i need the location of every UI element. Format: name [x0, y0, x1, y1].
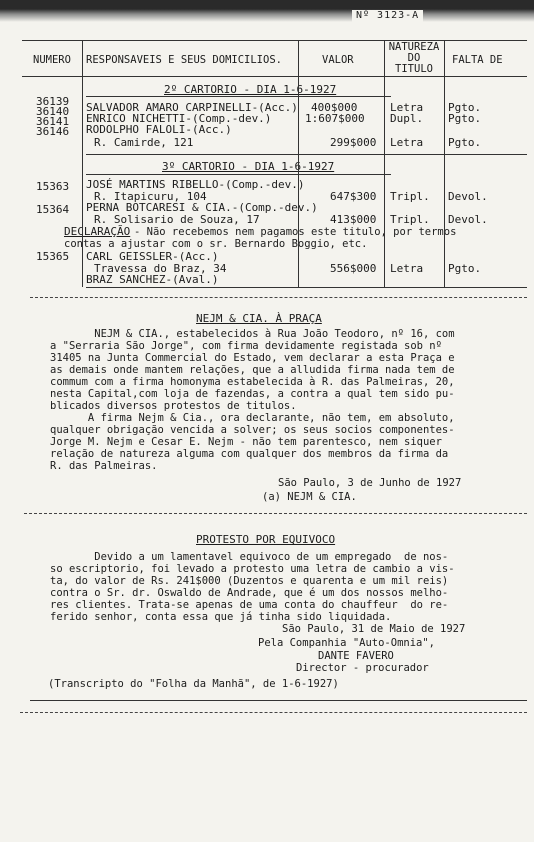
header-top-rule	[22, 40, 527, 41]
declaracao-label: DECLARAÇÃO	[64, 225, 131, 238]
col-line-valor	[298, 40, 299, 287]
s1-row1-falta: Pgto.	[448, 101, 482, 114]
s1-row2-num: 36140	[36, 105, 70, 118]
s1-row1-num: 36139	[36, 95, 70, 108]
notice2-role: Director - procurador	[296, 662, 429, 674]
s2-row5-num: 15365	[36, 250, 70, 263]
header-responsaveis: RESPONSAVEIS E SEUS DOMICILIOS.	[86, 54, 282, 66]
s2-row1-name: JOSÉ MARTINS RIBELLO-(Comp.-dev.)	[86, 178, 305, 191]
notice2-line-5: res clientes. Trata-se apenas de uma conta do chauffeur do re-	[50, 599, 449, 611]
s1-row3-num: 36141	[36, 115, 70, 128]
notice1-line-2: a "Serraria São Jorge", com firma devidamente registada sob nº	[50, 340, 442, 352]
notice-divider	[24, 513, 527, 514]
notice1-line-7: blicados diversos protestos de titulos.	[50, 400, 297, 412]
s1-row3-falta: Pgto.	[448, 112, 482, 125]
table-end-dashed-rule	[30, 297, 527, 298]
notice1-line-4: as demais onde mantem relações, que a alludida firma nada tem de	[50, 364, 455, 376]
notice1-title: NEJM & CIA. À PRAÇA	[196, 312, 322, 325]
notice1-line-5: commum com a firma homonyma estabelecida à R. das Palmeiras, 20,	[50, 376, 455, 388]
notice1-line-11: relação de natureza alguma com qualquer dos membros da firma da	[50, 448, 449, 460]
notice2-line-1: Devido a um lamentavel equivoco de um empregado de nos-	[50, 551, 449, 563]
section1-title-rule	[86, 96, 391, 97]
notice2-line-2: so escriptorio, foi levado a protesto uma letra de cambio a vis-	[50, 563, 455, 575]
s2-row3-num: 15364	[36, 203, 70, 216]
notice2-line-4: contra o Sr. dr. Oswaldo de Andrade, que é um dos nossos melho-	[50, 587, 449, 599]
s1-row5-name: R. Camirde, 121	[94, 136, 194, 149]
s2-row1-num: 15363	[36, 180, 70, 193]
s1-row5-valor: 299$000	[330, 136, 377, 149]
col-line-falta	[444, 40, 445, 287]
s2-row4-name: R. Solisario de Souza, 17	[94, 213, 260, 226]
s2-row5-name: CARL GEISSLER-(Acc.)	[86, 250, 219, 263]
s1-row1-name: SALVADOR AMARO CARPINELLI-(Acc.)	[86, 101, 298, 114]
notice1-signature: (a) NEJM & CIA.	[262, 491, 357, 503]
notice2-line-3: ta, do valor de Rs. 241$000 (Duzentos e quarenta e um mil reis)	[50, 575, 449, 587]
notice2-source: (Transcripto do "Folha da Manhã", de 1-6-1927)	[48, 678, 339, 690]
section2-title-rule	[86, 174, 391, 175]
s2-row4-natureza: Tripl.	[390, 213, 430, 226]
s2-row3-name: PERNA BOTCARESI & CIA.-(Comp.-dev.)	[86, 201, 318, 214]
s2-row2-name: R. Itapicuru, 104	[94, 190, 207, 203]
notice2-line-6: ferido senhor, conta essa que já tinha sido liquidada.	[50, 611, 392, 623]
s2-row2-falta: Devol.	[448, 190, 488, 203]
s1-row4-num: 36146	[36, 125, 70, 138]
s2-row6-name: Travessa do Braz, 34	[94, 262, 227, 275]
top-scan-band	[0, 0, 534, 24]
notice1-line-12: R. das Palmeiras.	[50, 460, 158, 472]
page-number: Nº 3123-A	[352, 10, 423, 22]
declaracao-line2: contas a ajustar com o sr. Bernardo Boggio, etc.	[64, 238, 368, 250]
s2-row4-falta: Devol.	[448, 213, 488, 226]
header-falta: FALTA DE	[452, 54, 503, 66]
section2-title: 3º CARTORIO - DIA 1-6-1927	[162, 160, 335, 173]
table-end-rule	[86, 287, 527, 288]
col-line-numero	[82, 40, 83, 287]
s1-row1-natureza: Letra	[390, 101, 424, 114]
s2-row7-name: BRAZ SANCHEZ-(Aval.)	[86, 273, 219, 286]
section-divider	[86, 154, 527, 155]
header-natureza: NATUREZA DO TITULO	[388, 41, 440, 75]
notice1-line-9: qualquer obrigação vencida a solver; os seus socios componentes-	[50, 424, 455, 436]
s1-row3-valor: 1:607$000	[305, 112, 365, 125]
notice1-line-6: nesta Capital,com loja de fazendas, a contra a qual tem sido pu-	[50, 388, 455, 400]
notice1-line-10: Jorge M. Nejm e Cesar E. Nejm - não tem parentesco, nem siquer	[50, 436, 442, 448]
notice2-title: PROTESTO POR EQUIVOCO	[196, 533, 336, 546]
s1-row4-name: RODOLPHO FALOLI-(Acc.)	[86, 123, 232, 136]
declaracao-line1: - Não recebemos nem pagamos este titulo, por termos	[134, 226, 457, 238]
notice1-line-3: 31405 na Junta Commercial do Estado, vem declarar a esta Praça e	[50, 352, 455, 364]
s2-row6-falta: Pgto.	[448, 262, 482, 275]
notice2-company: Pela Companhia "Auto-Omnia",	[258, 637, 436, 649]
s2-row4-valor: 413$000	[330, 213, 377, 226]
notice2-date: São Paulo, 31 de Maio de 1927	[282, 623, 466, 635]
s1-row1-valor: 400$000	[311, 101, 358, 114]
header-bottom-rule	[22, 76, 527, 77]
notice1-line-1: NEJM & CIA., estabelecidos à Rua João Teodoro, nº 16, com	[50, 328, 455, 340]
s2-row6-valor: 556$000	[330, 262, 377, 275]
notice1-line-8: A firma Nejm & Cia., ora declarante, não tem, em absoluto,	[50, 412, 455, 424]
s1-row5-falta: Pgto.	[448, 136, 482, 149]
page-end-dashed-rule	[20, 712, 527, 713]
s1-row5-natureza: Letra	[390, 136, 424, 149]
s2-row2-natureza: Tripl.	[390, 190, 430, 203]
notice1-date: São Paulo, 3 de Junho de 1927	[278, 477, 462, 489]
page-end-rule	[30, 700, 527, 701]
col-line-natureza	[384, 40, 385, 287]
s2-row2-valor: 647$300	[330, 190, 377, 203]
s2-row6-natureza: Letra	[390, 262, 424, 275]
s1-row3-natureza: Dupl.	[390, 112, 424, 125]
header-numero: NUMERO	[33, 54, 71, 66]
section1-title: 2º CARTORIO - DIA 1-6-1927	[164, 83, 337, 96]
header-valor: VALOR	[322, 54, 354, 66]
s1-row3-name: ENRICO NICHETTI-(Comp.-dev.)	[86, 112, 272, 125]
notice2-signer: DANTE FAVERO	[318, 650, 394, 662]
